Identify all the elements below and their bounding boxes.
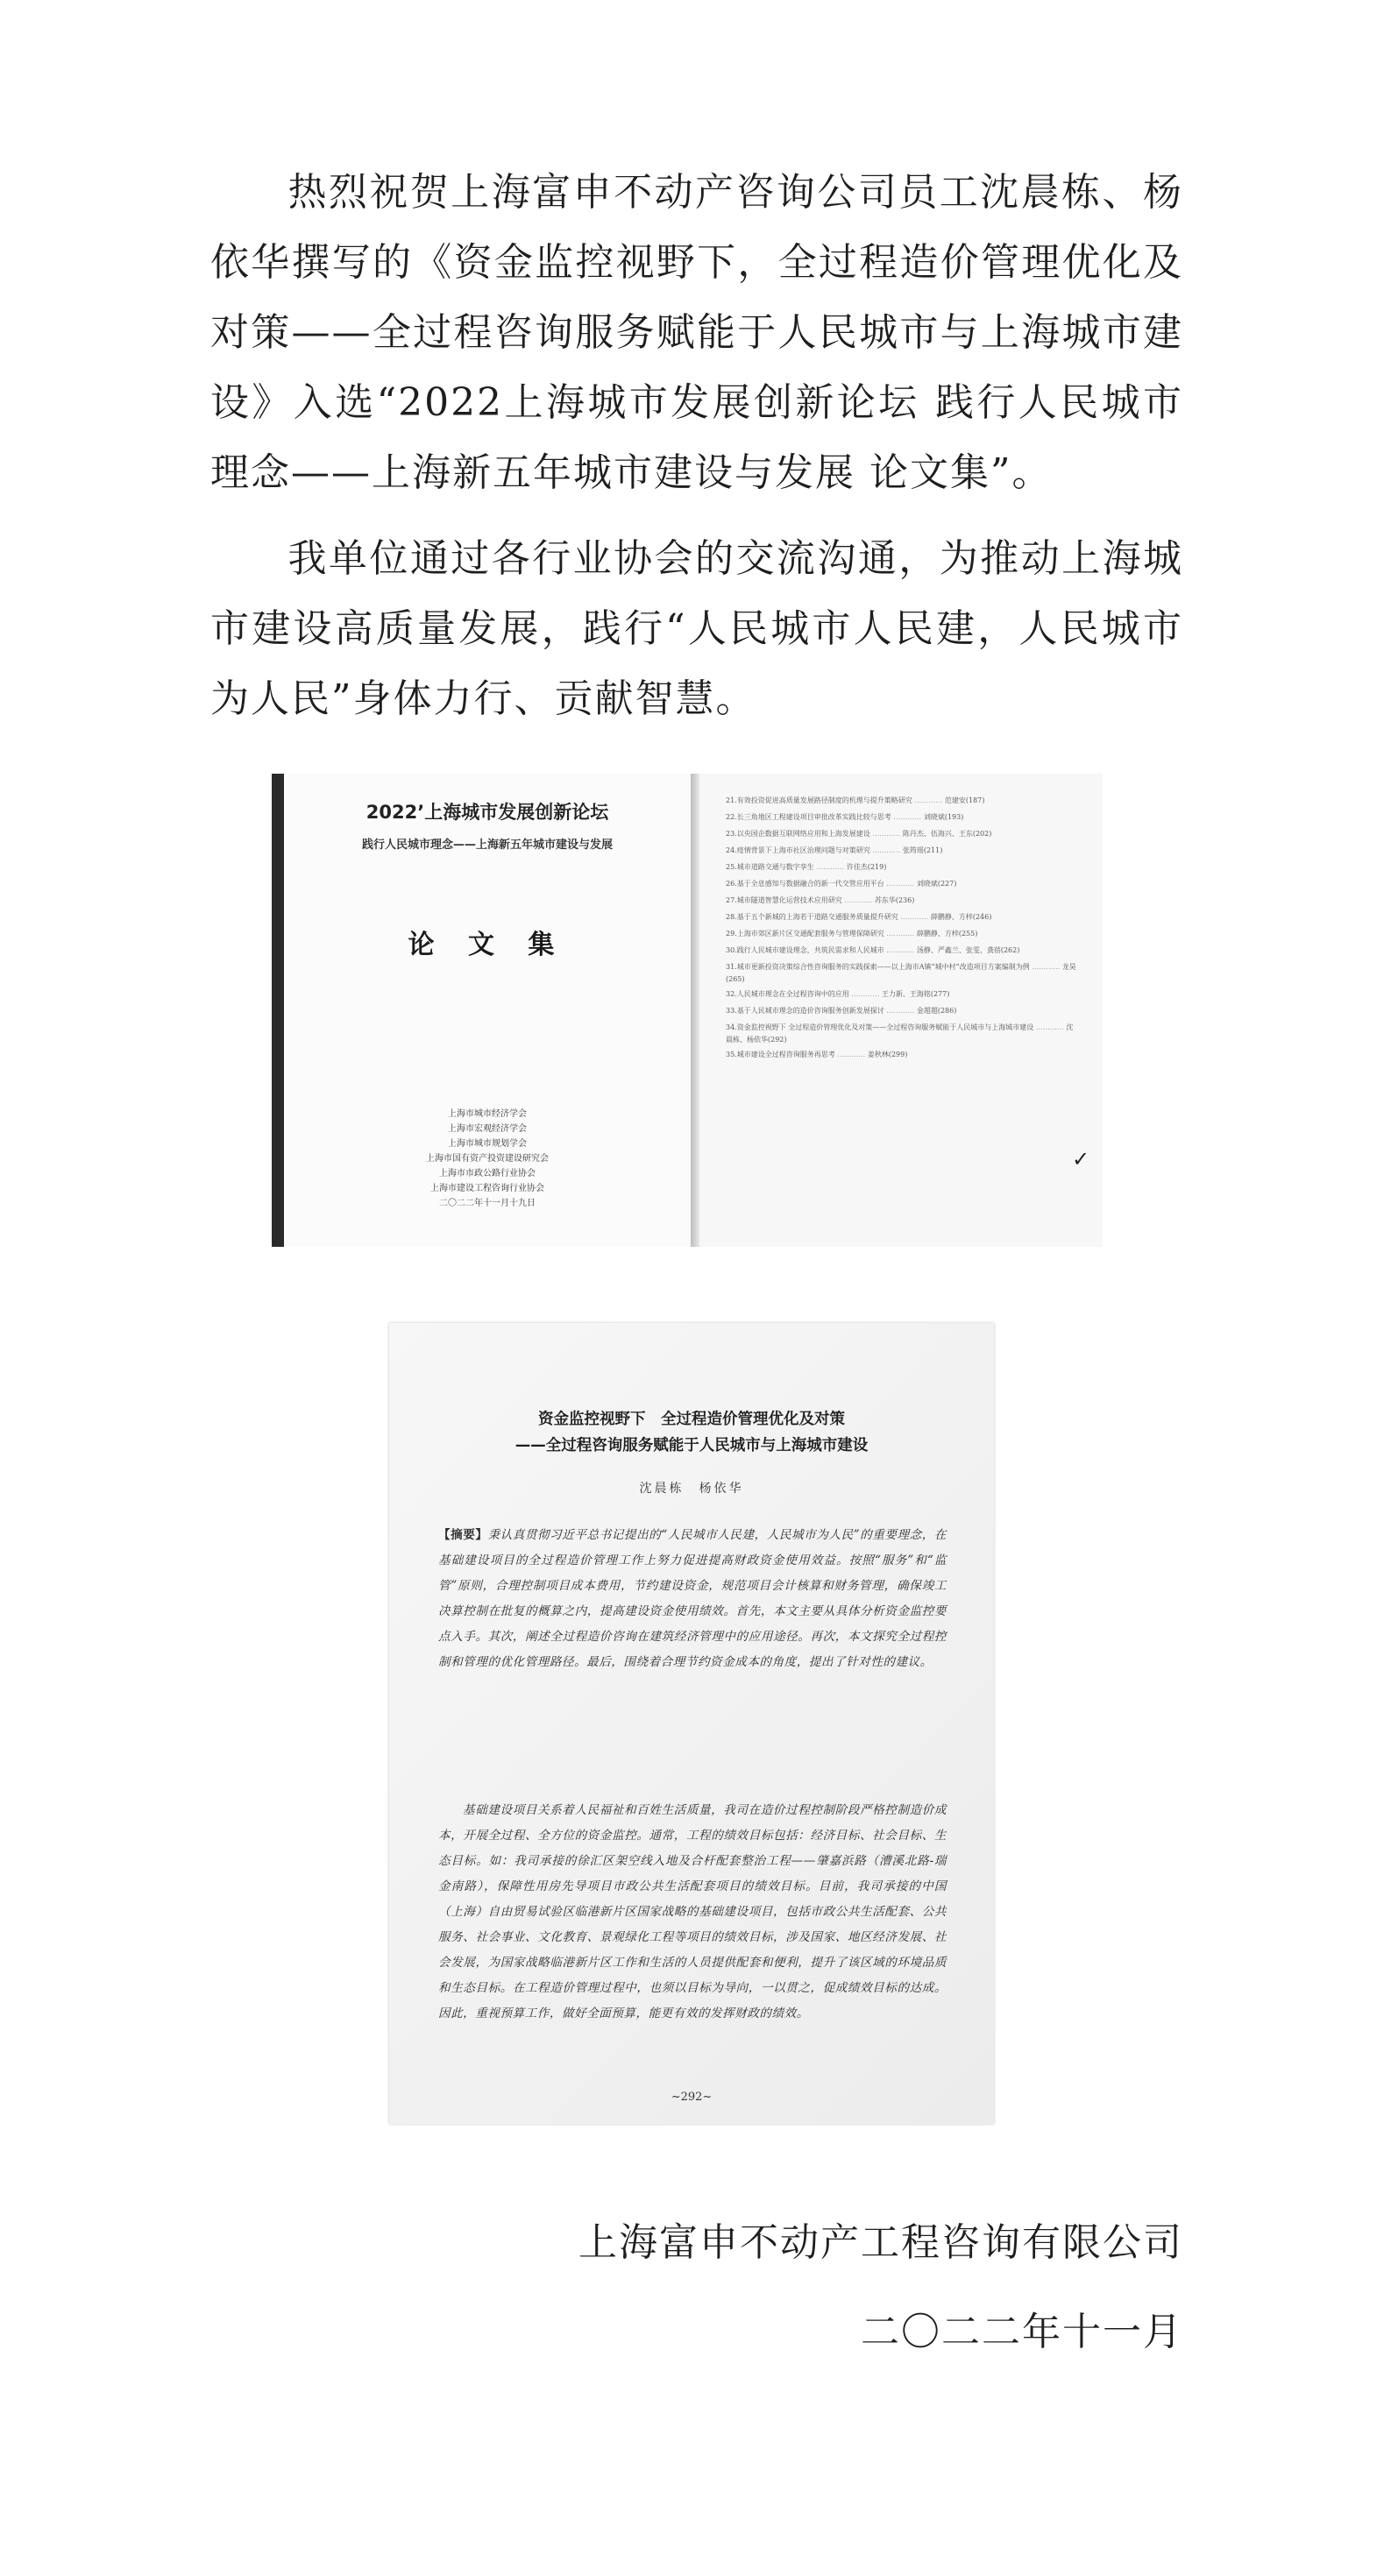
toc-number: 33.	[726, 1007, 737, 1015]
toc-leader: …………	[1029, 963, 1062, 971]
toc-leader: …………	[869, 830, 903, 838]
toc-number: 27.	[726, 896, 737, 904]
toc-number: 21.	[726, 796, 737, 804]
contribution-paragraph	[210, 524, 1183, 734]
toc-author: 张筠瑶	[902, 846, 924, 854]
toc-number: 23.	[726, 830, 737, 838]
toc-page-ref: (286)	[937, 1007, 957, 1015]
toc-entry	[726, 1005, 1076, 1017]
toc-title: 城市更新投资决策综合性咨询服务的实践探索——以上海市A镇“城中村”改造项目方案编制为例	[736, 963, 1030, 971]
toc-number: 30.	[726, 946, 737, 954]
toc-author: 范建安	[944, 796, 966, 804]
toc-number: 32.	[726, 990, 737, 998]
toc-leader: …………	[884, 946, 917, 954]
cover-org: 上海市国有资产投资建设研究会	[426, 1154, 549, 1164]
announcement-paragraph	[210, 158, 1183, 508]
toc-page-ref: (246)	[972, 913, 992, 921]
toc-author: 薛鹏静、方梓	[916, 930, 959, 938]
toc-entry	[726, 845, 1076, 857]
checkmark-icon: ✓	[1072, 1147, 1090, 1171]
toc-number: 22.	[726, 813, 737, 821]
toc-leader: …………	[898, 913, 931, 921]
toc-author: 苏东华	[874, 896, 896, 904]
book-cover	[272, 774, 691, 1247]
contribution-text: 我单位通过各行业协会的交流沟通，为推动上海城市建设高质量发展，践行“人民城市人民建，人民城市为人民”身体力行、贡献智慧。	[210, 536, 1183, 721]
toc-page-ref: (299)	[888, 1051, 908, 1058]
toc-author: 汤静、严鑫兰、张雯、龚蓓	[916, 946, 1001, 954]
toc-leader: …………	[813, 863, 847, 871]
toc-title: 基于五个新城的上海若干道路交通服务质量提升研究	[736, 913, 898, 921]
abstract-text: 秉认真贯彻习近平总书记提出的“人民城市人民建，人民城市为人民”的重要理念，在基础建设项目的全过程造价管理工作上努力促进提高财政资金使用效益。按照“服务”和“监管”原则，合理控制项目成本费用，节约建设资金，规范项目会计核算和财务管理，确保竣工决算控制在批复的概算之内，提高建设资金使用绩效。首先，本文主要从具体分析资金监控要点入手。其次，阐述全过程造价咨询在建筑经济管理中的应用途径。再次，本文探究全过程控制和管理的优化管理路径。最后，围绕着合理节约资金成本的角度，提出了针对性的建议。	[438, 1528, 947, 1669]
toc-page-ref: (265)	[726, 975, 745, 983]
toc-title: 践行人民城市建设理念，共筑民需求和人民城市	[736, 946, 884, 954]
toc-title: 有效投资促进高质量发展路径制度的机理与提升策略研究	[736, 796, 912, 804]
toc-number: 24.	[726, 846, 737, 854]
toc-number: 29.	[726, 930, 737, 938]
cover-org: 上海市城市经济学会	[448, 1109, 527, 1119]
toc-page-ref: (255)	[958, 930, 978, 938]
toc-author: 龙昊	[1061, 963, 1076, 971]
toc-entry	[726, 828, 1076, 840]
toc-page-ref: (193)	[944, 813, 964, 821]
toc-leader: …………	[912, 796, 945, 804]
toc-entry	[726, 878, 1076, 890]
cover-date: 二〇二二年十一月十九日	[439, 1199, 536, 1208]
signature-company: 上海富申不动产工程咨询有限公司	[578, 2220, 1183, 2265]
toc-leader: …………	[884, 1007, 917, 1015]
toc-leader: …………	[884, 880, 917, 888]
toc-page-ref: (262)	[1000, 946, 1020, 954]
table-of-contents-page	[699, 774, 1103, 1247]
announcement-text: 热烈祝贺上海富申不动产咨询公司员工沈晨栋、杨依华撰写的《资金监控视野下，全过程造价管理优化及对策——全过程咨询服务赋能于人民城市与上海城市建设》入选“2022上海城市发展创新论坛 践行人民城市理念——上海新五年城市建设与发展 论文集”。	[210, 170, 1183, 495]
toc-author: 姜秋林	[867, 1051, 889, 1058]
toc-entry	[726, 961, 1076, 986]
toc-entry	[726, 1022, 1076, 1046]
article-title: 资金监控视野下 全过程造价管理优化及对策	[538, 1411, 845, 1428]
toc-leader: …………	[891, 813, 924, 821]
toc-author: 刘晓斌	[916, 880, 938, 888]
cover-org: 上海市城市规划学会	[448, 1139, 527, 1149]
toc-page-ref: (227)	[937, 880, 957, 888]
toc-author: 薛鹏静、方梓	[930, 913, 973, 921]
toc-number: 35.	[726, 1051, 737, 1058]
toc-title: 人民城市理念在全过程咨询中的应用	[736, 990, 849, 998]
cover-org: 上海市宏观经济学会	[448, 1124, 527, 1134]
toc-author: 金超超	[916, 1007, 938, 1015]
toc-leader: …………	[884, 930, 917, 938]
body-text: 基础建设项目关系着人民福祉和百姓生活质量，我司在造价过程控制阶段严格控制造价成本，开展全过程、全方位的资金监控。通常，工程的绩效目标包括：经济目标、社会目标、生态目标。如：我司承接的徐汇区架空线入地及合杆配套整治工程——肇嘉浜路（漕溪北路-瑞金南路），保障性用房先导项目市政公共生活配套项目的绩效目标。目前，我司承接的中国（上海）自由贸易试验区临港新片区国家战略的基础建设项目，包括市政公共生活配套、公共服务、社会事业、文化教育、景观绿化工程等项目的绩效目标，涉及国家、地区经济发展、社会发展，为国家战略临港新片区工作和生活的人员提供配套和便利，提升了该区域的环境品质和生态目标。在工程造价管理过程中，也须以目标为导向，一以贯之，促成绩效目标的达成。因此，重视预算工作，做好全面预算，能更有效的发挥财政的绩效。	[438, 1803, 947, 2020]
cover-main-title: 论 文 集	[408, 930, 567, 960]
toc-author: 王力新、王海铭	[881, 990, 931, 998]
toc-entry	[726, 895, 1076, 907]
article-photo	[389, 1323, 994, 2124]
article-abstract	[438, 1523, 947, 1675]
toc-title: 上海市郊区新片区交通配套服务与管理保障研究	[736, 930, 884, 938]
toc-leader: …………	[834, 1051, 868, 1058]
cover-organizers	[284, 1107, 691, 1211]
toc-title: 长三角地区工程建设项目审批改革实践比较与思考	[736, 813, 891, 821]
toc-number: 26.	[726, 880, 737, 888]
proceedings-photo	[272, 774, 1103, 1247]
toc-page-ref: (277)	[930, 990, 950, 998]
toc-entry	[726, 945, 1076, 957]
toc-entry	[726, 1049, 1076, 1061]
toc-leader: …………	[848, 990, 882, 998]
cover-org: 上海市市政公路行业协会	[439, 1169, 536, 1178]
book-gutter	[691, 774, 699, 1247]
toc-title: 城市隧道智慧化运营技术应用研究	[736, 896, 842, 904]
toc-leader: …………	[841, 896, 875, 904]
toc-entry	[726, 861, 1076, 874]
toc-author: 陈丹杰、伍海兴、王东	[902, 830, 973, 838]
toc-author: 刘晓斌	[923, 813, 945, 821]
toc-title: 城市道路交通与数字孪生	[736, 863, 814, 871]
toc-leader: …………	[1033, 1023, 1067, 1031]
article-page-number: ~292~	[671, 2091, 713, 2104]
toc-entry	[726, 988, 1076, 1001]
toc-page-ref: (292)	[768, 1036, 787, 1044]
cover-org: 上海市建设工程咨询行业协会	[430, 1184, 544, 1193]
toc-page-ref: (187)	[965, 796, 985, 804]
toc-entry	[726, 911, 1076, 924]
toc-entry	[726, 928, 1076, 940]
toc-page-ref: (219)	[867, 863, 887, 871]
toc-title: 基于人民城市理念的造价咨询服务创新发展探讨	[736, 1007, 884, 1015]
toc-title: 资金监控视野下 全过程造价管理优化及对策——全过程咨询服务赋能于人民城市与上海城市建设	[736, 1023, 1034, 1031]
toc-author: 许佳杰	[846, 863, 868, 871]
toc-page-ref: (236)	[895, 896, 915, 904]
toc-number: 25.	[726, 863, 737, 871]
cover-subtitle: 践行人民城市理念——上海新五年城市建设与发展	[361, 839, 613, 852]
toc-author: 沈晨栋、杨依华	[726, 1023, 1074, 1044]
abstract-label: 【摘要】	[438, 1528, 488, 1542]
toc-number: 28.	[726, 913, 737, 921]
toc-entry	[726, 811, 1076, 824]
toc-leader: …………	[869, 846, 903, 854]
toc-title: 城市建设全过程咨询服务再思考	[736, 1051, 835, 1058]
toc-title: 疫情背景下上海市社区治理问题与对策研究	[736, 846, 870, 854]
toc-number: 31.	[726, 963, 737, 971]
toc-title: 以央国企数据互联网络应用和上海发展建设	[736, 830, 870, 838]
cover-title: 2022’上海城市发展创新论坛	[365, 802, 609, 823]
toc-entry	[726, 795, 1076, 807]
toc-title: 基于全息感知与数据融合的新一代交管应用平台	[736, 880, 884, 888]
signature-date: 二〇二二年十一月	[861, 2310, 1183, 2354]
article-body	[438, 1798, 947, 2027]
toc-page-ref: (202)	[972, 830, 992, 838]
toc-page-ref: (211)	[923, 846, 943, 854]
article-subtitle: ——全过程咨询服务赋能于人民城市与上海城市建设	[515, 1437, 869, 1454]
toc-number: 34.	[726, 1023, 737, 1031]
article-authors: 沈晨栋 杨依华	[639, 1482, 744, 1496]
